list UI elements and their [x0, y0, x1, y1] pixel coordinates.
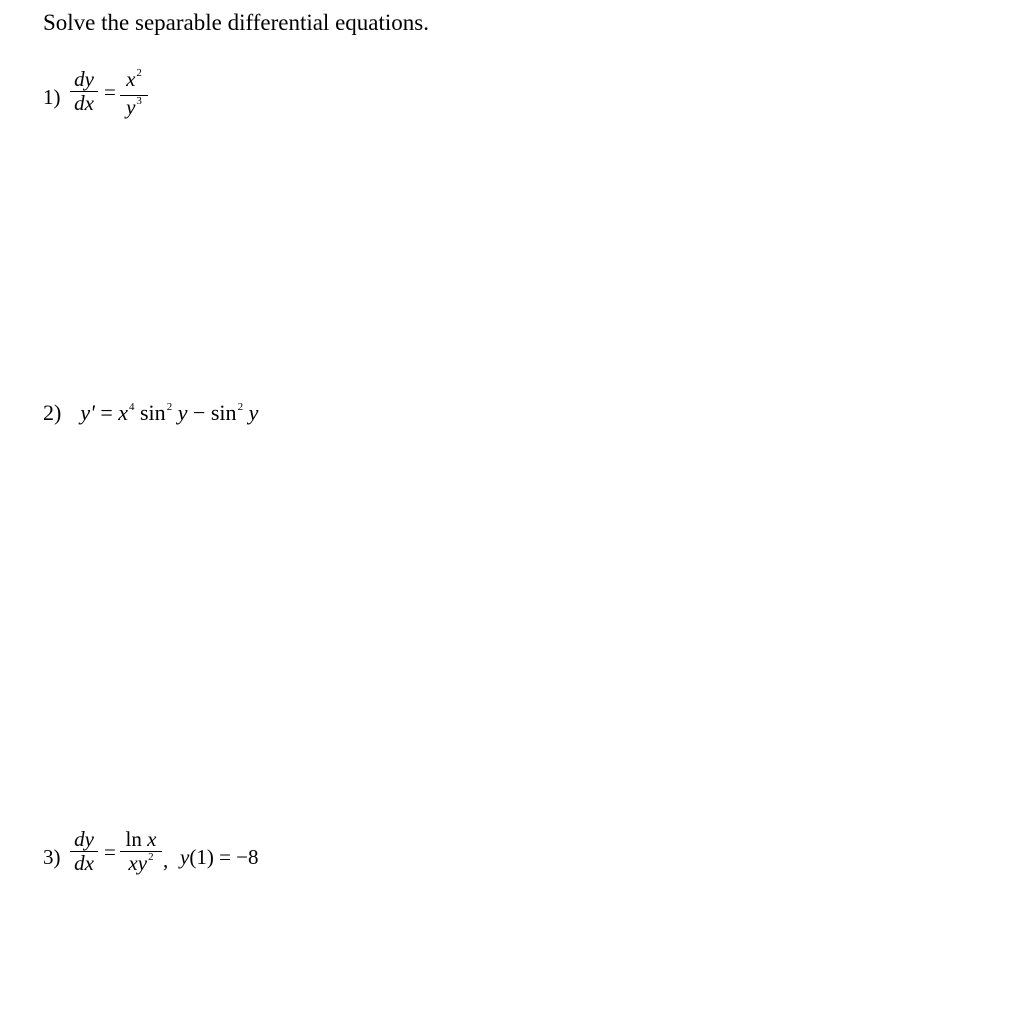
page-title: Solve the separable differential equations.	[43, 10, 429, 35]
equals-sign: =	[100, 400, 113, 425]
lhs-fraction	[70, 68, 98, 114]
problem-2	[43, 400, 258, 430]
ln-function: ln	[125, 827, 142, 851]
ln-argument: x	[147, 827, 157, 851]
rhs-denominator	[120, 852, 162, 878]
x-exponent: 4	[129, 401, 135, 413]
minus-sign: −	[192, 400, 206, 425]
rhs-fraction	[120, 828, 162, 878]
lhs-numerator: dy	[74, 827, 94, 851]
rhs-numerator-base: x	[126, 67, 136, 91]
rhs-fraction	[120, 68, 148, 122]
lhs-fraction	[70, 828, 98, 874]
rhs-numerator	[120, 68, 148, 94]
lhs-denominator: dx	[74, 851, 94, 875]
equals-sign: =	[104, 840, 116, 864]
rhs-denominator-base: xy	[128, 851, 148, 875]
rhs-denominator-exponent: 2	[148, 851, 154, 863]
condition-function: y	[180, 845, 190, 869]
lhs-numerator: dy	[74, 67, 94, 91]
problem-number: 3)	[43, 845, 61, 869]
condition-argument: (1)	[189, 845, 214, 869]
y-variable: y	[177, 400, 188, 425]
rhs-denominator	[120, 96, 148, 122]
rhs-numerator-exponent: 2	[136, 67, 142, 79]
problem-number: 2)	[43, 400, 62, 425]
sin-function: sin	[140, 400, 166, 425]
x-base: x	[118, 400, 128, 425]
sin-exponent: 2	[237, 401, 244, 413]
sin-function: sin	[210, 400, 237, 425]
rhs-denominator-exponent: 3	[136, 95, 142, 107]
y-variable: y	[248, 400, 259, 425]
rhs-numerator	[120, 828, 162, 850]
sin-exponent: 2	[166, 401, 173, 413]
condition-equals: =	[219, 845, 231, 869]
initial-condition	[180, 845, 259, 869]
condition-value: −8	[236, 845, 259, 869]
comma: ,	[163, 848, 169, 872]
lhs-denominator: dx	[74, 91, 94, 115]
problem-number: 1)	[43, 85, 61, 109]
rhs-denominator-base: y	[126, 95, 136, 119]
y-prime: y'	[80, 400, 95, 425]
equals-sign: =	[104, 80, 116, 104]
